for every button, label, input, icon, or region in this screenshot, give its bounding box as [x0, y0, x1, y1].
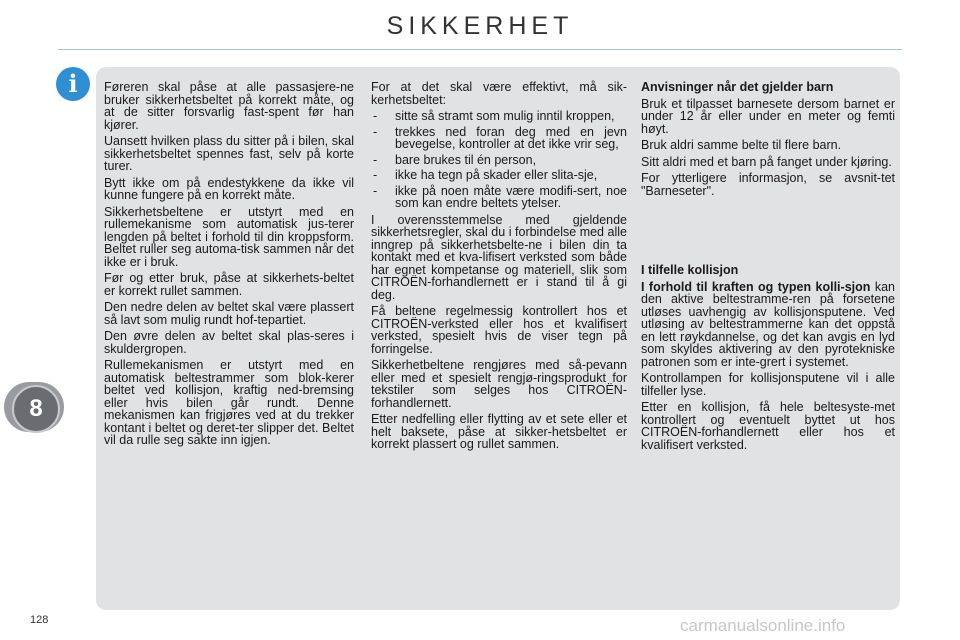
paragraph: Sikkerhetbeltene rengjøres med så-pevann eller med et spesielt rengjø-ringsprodukt for tekstiler som selges hos CITROËN-forhandlernett. — [371, 358, 627, 410]
paragraph: Rullemekanismen er utstyrt med en automatisk beltestrammer som blok-kerer beltet ved kollisjon, kraftig ned-bremsing eller hvis bilen går rundt. Denne mekanismen kan frigjøres ved at du trekker kontant i beltet og deret-ter slipper det. Beltet vil da rulle seg sakte inn igjen. — [104, 358, 354, 447]
column-3 — [641, 81, 895, 455]
paragraph: For ytterligere informasjon, se avsnit-tet "Barneseter". — [641, 171, 895, 198]
paragraph: Få beltene regelmessig kontrollert hos et CITROËN-verksted eller hos et kvalifisert verksted, spesielt hvis de viser tegn på forringelse. — [371, 304, 627, 356]
chapter-number: 8 — [12, 385, 60, 433]
watermark: carmanualsonline.info — [680, 616, 846, 635]
column-1 — [104, 81, 354, 451]
lead-rest: kan den aktive beltestramme-ren på forsetene utløses uavhengig av kollisjonsputene. Ved utløsing av beltestrammerne kan det oppstå en lett røykdannelse, og det kan avgis en lyd som skyldes aktivering av den pyrotekniske patronen som er inte-grert i systemet. — [641, 279, 895, 369]
paragraph: Føreren skal påse at alle passasjere-ne bruker sikkerhetsbeltet på korrekt måte, og at de sitter forsvarlig fast-spent før han kjører. — [104, 80, 354, 132]
paragraph: Uansett hvilken plass du sitter på i bilen, skal sikkerhetsbeltet spennes fast, selv på korte turer. — [104, 134, 354, 173]
paragraph: Før og etter bruk, påse at sikkerhets-beltet er korrekt rullet sammen. — [104, 271, 354, 298]
list-item: - ikke ha tegn på skader eller slita-sje, — [371, 169, 627, 182]
paragraph: Bruk et tilpasset barnesete dersom barnet er under 12 år eller under en meter og femti høyt. — [641, 96, 895, 136]
page-title: SIKKERHET — [386, 12, 574, 40]
paragraph: Etter nedfelling eller flytting av et sete eller et helt baksete, påse at sikker-hetsbeltet er korrekt plassert og rullet sammen. — [371, 412, 627, 451]
info-icon: i — [56, 67, 90, 101]
spacer — [641, 201, 895, 264]
list-item: - sitte så stramt som mulig inntil kroppen, — [371, 110, 627, 123]
paragraph — [641, 281, 895, 369]
paragraph: Bruk aldri samme belte til flere barn. — [641, 138, 842, 152]
paragraph: Etter en kollisjon, få hele beltesyste-met kontrollert og eventuelt byttet ut hos CITROËN-forhandlernett eller hos et kvalifisert verksted. — [641, 400, 895, 452]
list-item: - bare brukes til én person, — [371, 154, 627, 167]
intro-text: For at det skal være effektivt, må sik-kerhetsbeltet: — [371, 80, 627, 107]
section-heading-children: Anvisninger når det gjelder barn — [641, 80, 834, 94]
requirements-list — [371, 110, 627, 210]
paragraph: Den nedre delen av beltet skal være plassert så lavt som mulig rundt hof-tepartiet. — [104, 300, 354, 327]
section-heading-collision: I tilfelle kollisjon — [641, 263, 739, 277]
paragraph: Den øvre delen av beltet skal plas-seres i skuldergropen. — [104, 329, 354, 356]
title-rule — [58, 49, 902, 50]
page-number: 128 — [30, 614, 49, 626]
paragraph: I overensstemmelse med gjeldende sikkerhetsregler, skal du i forbindelse med alle inngrep på sikkerhetsbelte-ne i bilen din ta kontakt med et kva-lifisert verksted som både har egnet kompetanse og materiell, slik som CITROËN-forhandlernett er i stand til å gi deg. — [371, 212, 627, 302]
paragraph: Bytt ikke om på endestykkene da ikke vil kunne fungere på en korrekt måte. — [104, 175, 354, 202]
list-item: - trekkes ned foran deg med en jevn bevegelse, kontroller at det ikke vrir seg, — [371, 126, 627, 151]
paragraph: Sitt aldri med et barn på fanget under kjøring. — [641, 154, 892, 169]
list-item: - ikke på noen måte være modifi-sert, noe som kan endre beltets ytelser. — [371, 185, 627, 210]
paragraph: Kontrollampen for kollisjonsputene vil i alle tilfeller lyse. — [641, 371, 895, 398]
bold-lead: I forhold til kraften og typen kolli-sjon — [641, 279, 871, 294]
column-2 — [371, 81, 627, 455]
paragraph: Sikkerhetsbeltene er utstyrt med en rullemekanisme som automatisk jus-terer lengden på beltet i forhold til din kroppsform. Beltet ruller seg automa-tisk sammen når det ikke er i bruk. — [104, 204, 354, 269]
